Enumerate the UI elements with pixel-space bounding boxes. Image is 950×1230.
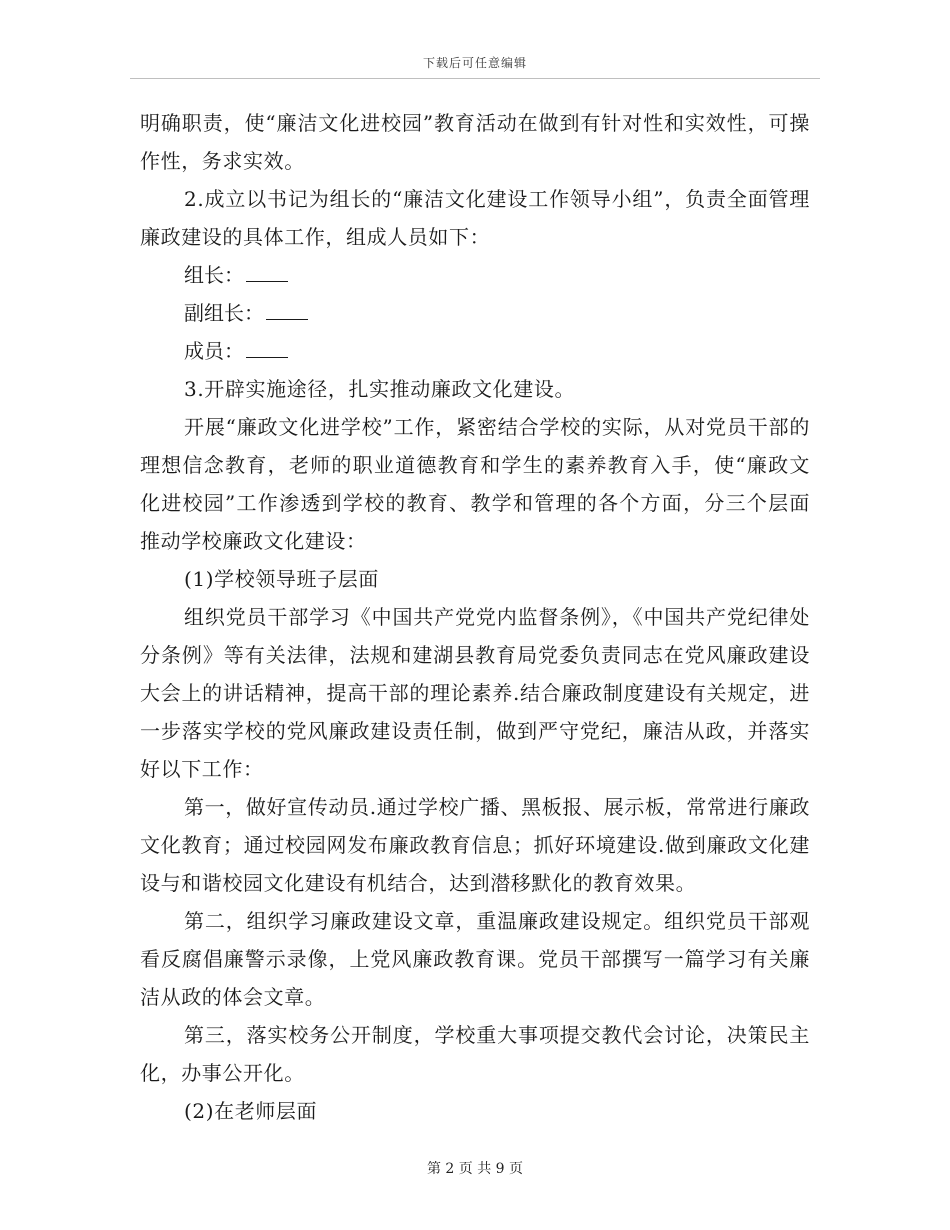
- deputy-label: 副组长：: [184, 301, 264, 325]
- paragraph-7: 第二，组织学习廉政建设文章，重温廉政建设规定。组织党员干部观看反腐倡廉警示录像，上党风廉政教育课。党员干部撰写一篇学习有关廉洁从政的体会文章。: [140, 909, 810, 1009]
- deputy-blank: [266, 299, 308, 320]
- paragraph-6: 第一，做好宣传动员.通过学校广播、黑板报、展示板，常常进行廉政文化教育；通过校园网发布廉政教育信息；抓好环境建设.做到廉政文化建设与和谐校园文化建设有机结合，达到潜移默化的教育效果。: [140, 795, 810, 895]
- leader-label: 组长：: [184, 263, 244, 287]
- section-heading-2: (2)在老师层面: [184, 1099, 318, 1123]
- members-label: 成员：: [184, 339, 244, 363]
- members-blank: [246, 337, 288, 358]
- paragraph-8: 第三，落实校务公开制度，学校重大事项提交教代会讨论，决策民主化，办事公开化。: [140, 1023, 810, 1085]
- paragraph-4: 开展“廉政文化进学校”工作，紧密结合学校的实际，从对党员干部的理想信念教育，老师的职业道德教育和学生的素养教育入手，使“廉政文化进校园”工作渗透到学校的教育、教学和管理的各个方面，分三个层面推动学校廉政文化建设：: [140, 415, 810, 553]
- header-divider: [130, 78, 820, 79]
- paragraph-3: 3.开辟实施途径，扎实推动廉政文化建设。: [184, 377, 576, 401]
- leader-blank: [246, 261, 288, 282]
- paragraph-5: 组织党员干部学习《中国共产党党内监督条例》，《中国共产党纪律处分条例》等有关法律，法规和建湖县教育局党委负责同志在党风廉政建设大会上的讲话精神，提高干部的理论素养.结合廉政制度建设有关规定，进一步落实学校的党风廉政建设责任制，做到严守党纪，廉洁从政，并落实好以下工作：: [140, 605, 810, 781]
- page-footer: 第 2 页 共 9 页: [426, 1161, 524, 1177]
- section-heading-1: (1)学校领导班子层面: [184, 567, 379, 591]
- member-line-leader: [140, 256, 810, 294]
- paragraph-1: 明确职责，使“廉洁文化进校园”教育活动在做到有针对性和实效性，可操作性，务求实效。: [140, 111, 810, 173]
- member-line-deputy: [140, 294, 810, 332]
- paragraph-2: 2.成立以书记为组长的“廉洁文化建设工作领导小组”，负责全面管理廉政建设的具体工作，组成人员如下：: [140, 187, 810, 249]
- page-header: 下载后可任意编辑: [422, 56, 527, 70]
- document-body: [140, 104, 810, 1130]
- member-line-members: [140, 332, 810, 370]
